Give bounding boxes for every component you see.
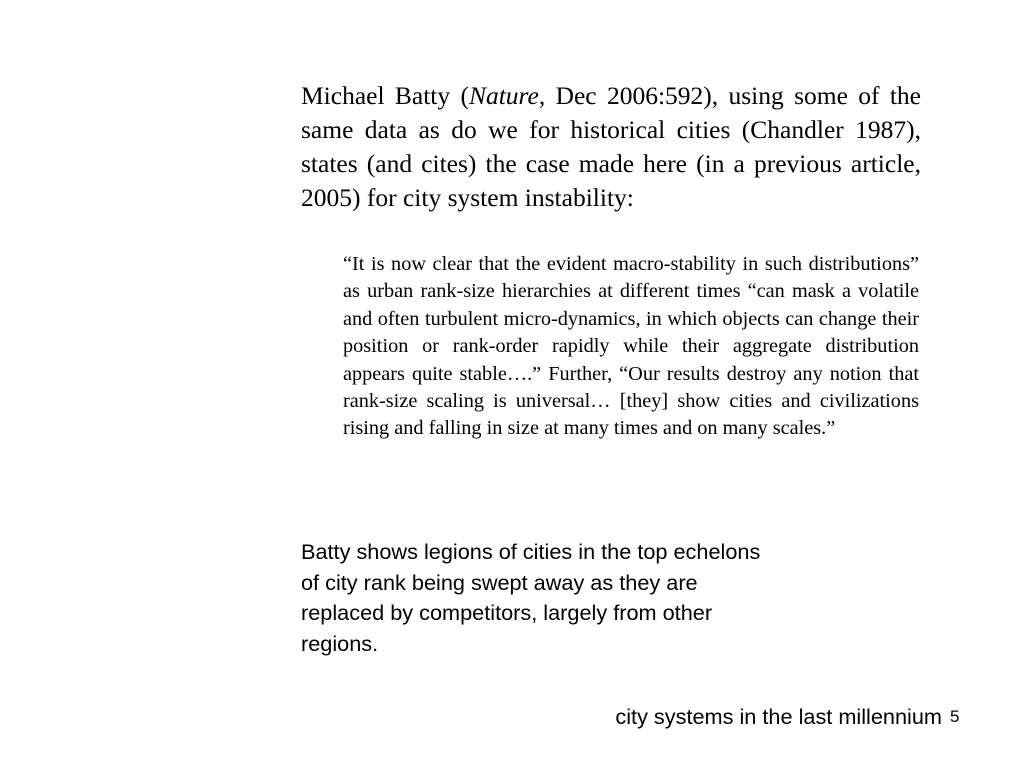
- journal-name: Nature: [468, 81, 539, 110]
- block-quote: “It is now clear that the evident macro-stability in such distributions” as urban rank-size hierarchies at different times “can mask a volatile and often turbulent micro-dynamics, in which objects can change their position or rank-order rapidly while their aggregate distribution appears quite stable….” Further, “Our results destroy any notion that rank-size scaling is universal… [they] show cities and civilizations rising and falling in size at many times and on many scales.”: [343, 253, 919, 440]
- intro-paragraph: [301, 79, 921, 215]
- footer-title: city systems in the last millennium: [615, 704, 942, 729]
- intro-text-lead: Michael Batty (: [301, 81, 469, 110]
- summary-text: Batty shows legions of cities in the top echelons of city rank being swept away as they are replaced by competitors, largely from other regions.: [301, 539, 761, 656]
- intro-text-rest: , Dec 2006:592), using some of the same data as do we for historical cities (Chandler 1987), states (and cites) the case made here (in a previous article, 2005) for city system instability:: [301, 81, 921, 212]
- page-number: 5: [950, 707, 960, 726]
